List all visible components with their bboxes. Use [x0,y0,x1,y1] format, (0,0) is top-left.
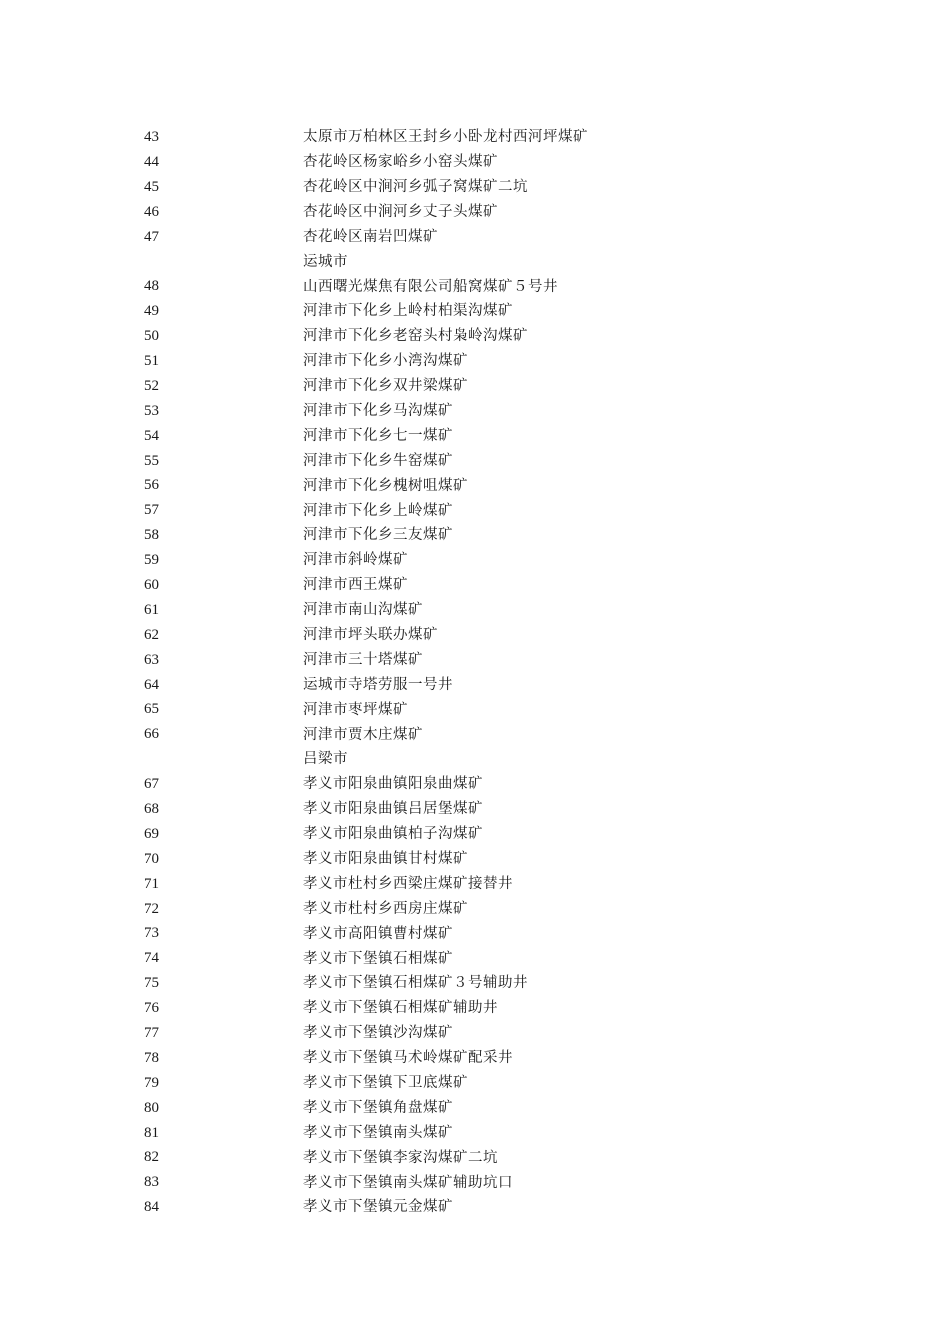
list-item [144,299,864,324]
mine-name: 河津市下化乡上岭煤矿 [303,502,453,519]
mine-name: 孝义市下堡镇南头煤矿辅助坑口 [303,1174,513,1191]
mine-name: 杏花岭区南岩凹煤矿 [303,228,438,245]
mine-name: 河津市三十塔煤矿 [303,651,423,668]
mine-name: 孝义市下堡镇石相煤矿辅助井 [303,1000,498,1017]
item-number: 55 [144,452,159,469]
item-number: 60 [144,576,159,593]
item-number: 79 [144,1074,159,1091]
item-number: 64 [144,676,159,693]
item-number: 51 [144,352,159,369]
mine-name: 河津市下化乡槐树咀煤矿 [303,477,468,494]
mine-name: 孝义市下堡镇石相煤矿 [303,950,453,967]
item-number: 71 [144,875,159,892]
mine-name: 河津市西王煤矿 [303,577,408,594]
item-number: 76 [144,1000,159,1017]
mine-name: 孝义市下堡镇角盘煤矿 [303,1099,453,1116]
item-number: 44 [144,153,159,170]
mine-name: 河津市下化乡三友煤矿 [303,527,453,544]
list-item [144,897,864,922]
list-item [144,1170,864,1195]
list-item [144,449,864,474]
item-number: 48 [144,278,159,295]
item-number: 50 [144,328,159,345]
item-number: 61 [144,601,159,618]
item-number: 75 [144,975,159,992]
item-number: 46 [144,203,159,220]
item-number: 65 [144,701,159,718]
region-heading: 吕梁市 [303,751,348,768]
coal-mine-list [144,125,864,1220]
item-number: 47 [144,228,159,245]
item-number: 59 [144,552,159,569]
item-number: 69 [144,825,159,842]
item-number: 53 [144,402,159,419]
mine-name: 孝义市阳泉曲镇吕居堡煤矿 [303,801,483,818]
mine-name: 山西曙光煤焦有限公司船窝煤矿５号井 [303,278,558,295]
mine-name: 孝义市下堡镇马术岭煤矿配采井 [303,1050,513,1067]
item-number: 43 [144,128,159,145]
list-item [144,548,864,573]
item-number: 70 [144,850,159,867]
list-item [144,598,864,623]
item-number: 77 [144,1025,159,1041]
list-item [144,200,864,225]
list-item [144,1021,864,1046]
section-heading-row [144,747,864,772]
mine-name: 孝义市下堡镇李家沟煤矿二坑 [303,1149,498,1166]
list-item [144,399,864,424]
list-item [144,822,864,847]
item-number: 73 [144,925,159,942]
mine-name: 杏花岭区杨家峪乡小窑头煤矿 [303,154,498,171]
mine-name: 孝义市阳泉曲镇阳泉曲煤矿 [303,776,483,793]
list-item [144,648,864,673]
list-item [144,872,864,897]
list-item [144,1195,864,1220]
item-number: 67 [144,776,159,793]
list-item [144,473,864,498]
mine-name: 河津市下化乡上岭村柏渠沟煤矿 [303,303,513,320]
list-item [144,274,864,299]
item-number: 52 [144,377,159,394]
list-item [144,996,864,1021]
list-item [144,150,864,175]
mine-name: 河津市枣坪煤矿 [303,701,408,718]
item-number: 84 [144,1199,159,1216]
mine-name: 河津市下化乡老窑头村枭岭沟煤矿 [303,328,528,345]
item-number: 56 [144,477,159,494]
mine-name: 孝义市下堡镇南头煤矿 [303,1124,453,1141]
list-item [144,946,864,971]
mine-name: 河津市下化乡七一煤矿 [303,427,453,444]
list-item [144,1096,864,1121]
mine-name: 河津市南山沟煤矿 [303,602,423,619]
list-item [144,225,864,250]
list-item [144,697,864,722]
list-item [144,523,864,548]
item-number: 57 [144,502,159,519]
list-item [144,673,864,698]
list-item [144,324,864,349]
region-heading: 运城市 [303,253,348,270]
mine-name: 杏花岭区中涧河乡丈子头煤矿 [303,203,498,220]
mine-name: 太原市万柏林区王封乡小卧龙村西河坪煤矿 [303,129,588,146]
item-number: 78 [144,1049,159,1066]
item-number: 83 [144,1174,159,1191]
mine-name: 河津市下化乡双井梁煤矿 [303,378,468,395]
list-item [144,971,864,996]
mine-name: 孝义市杜村乡西房庄煤矿 [303,900,468,917]
item-number: 81 [144,1124,159,1141]
mine-name: 孝义市高阳镇曹村煤矿 [303,925,453,942]
list-item [144,623,864,648]
item-number: 58 [144,527,159,544]
list-item [144,772,864,797]
item-number: 74 [144,950,159,967]
list-item [144,1046,864,1071]
list-item [144,125,864,150]
mine-name: 河津市斜岭煤矿 [303,552,408,569]
list-item [144,573,864,598]
list-item [144,349,864,374]
mine-name: 孝义市下堡镇元金煤矿 [303,1199,453,1216]
list-item [144,374,864,399]
mine-name: 河津市下化乡小湾沟煤矿 [303,353,468,370]
mine-name: 河津市坪头联办煤矿 [303,627,438,643]
item-number: 82 [144,1149,159,1166]
list-item [144,1071,864,1096]
list-item [144,722,864,747]
section-heading-row [144,249,864,274]
mine-name: 河津市下化乡牛窑煤矿 [303,452,453,469]
list-item [144,847,864,872]
mine-name: 孝义市下堡镇沙沟煤矿 [303,1025,453,1042]
mine-name: 杏花岭区中涧河乡弧子窝煤矿二坑 [303,178,528,195]
item-number: 80 [144,1099,159,1116]
list-item [144,424,864,449]
item-number: 49 [144,303,159,320]
list-item [144,922,864,947]
mine-name: 孝义市阳泉曲镇甘村煤矿 [303,851,468,868]
mine-name: 孝义市阳泉曲镇柏子沟煤矿 [303,826,483,843]
mine-name: 孝义市下堡镇下卫底煤矿 [303,1075,468,1092]
item-number: 45 [144,178,159,195]
mine-name: 孝义市下堡镇石相煤矿３号辅助井 [303,975,528,992]
mine-name: 孝义市杜村乡西梁庄煤矿接替井 [303,875,513,892]
item-number: 63 [144,651,159,668]
list-item [144,1121,864,1146]
list-item [144,797,864,822]
list-item [144,175,864,200]
item-number: 66 [144,726,159,743]
list-item [144,1146,864,1171]
item-number: 72 [144,900,159,917]
item-number: 62 [144,626,159,643]
mine-name: 河津市下化乡马沟煤矿 [303,402,453,419]
mine-name: 河津市贾木庄煤矿 [303,726,423,743]
item-number: 54 [144,427,159,444]
item-number: 68 [144,800,159,817]
list-item [144,498,864,523]
mine-name: 运城市寺塔劳服一号井 [303,676,453,693]
